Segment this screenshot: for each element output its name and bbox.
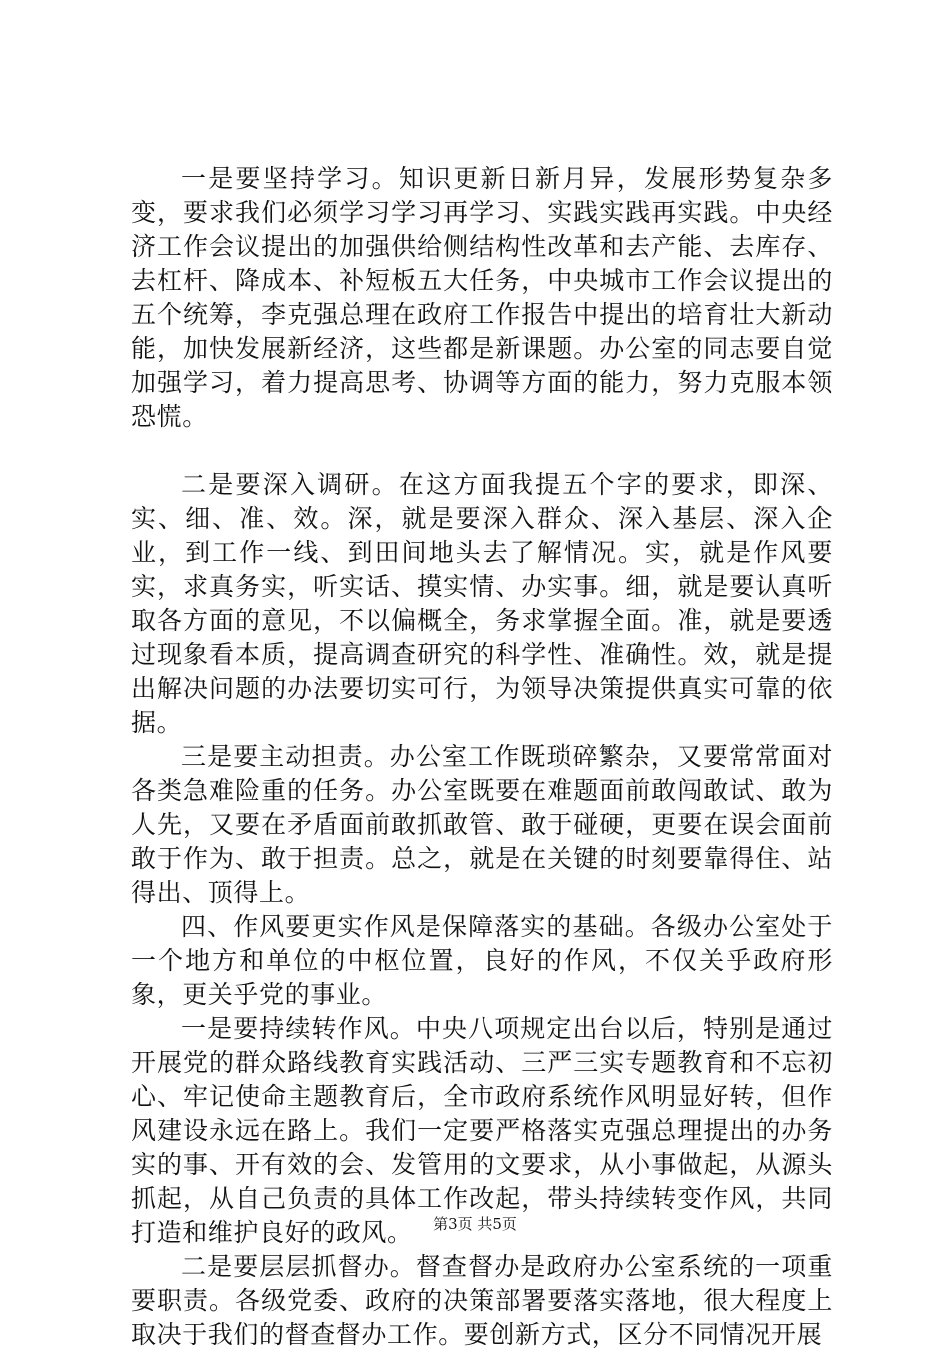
paragraph-gap: [131, 434, 833, 468]
document-body: [131, 162, 833, 1352]
paragraph-in-depth-research: 二是要深入调研。在这方面我提五个字的要求，即深、实、细、准、效。深，就是要深入群众、深入基层、深入企业，到工作一线、到田间地头去了解情况。实，就是作风要实，求真务实，听实话、摸实情、办实事。细，就是要认真听取各方面的意见，不以偏概全，务求掌握全面。准，就是要透过现象看本质，提高调查研究的科学性、准确性。效，就是提出解决问题的办法要切实可行，为领导决策提供真实可靠的依据。: [131, 470, 833, 737]
page-number-footer: 第3页 共5页: [433, 1215, 517, 1233]
paragraph-work-style-heading: 四、作风要更实作风是保障落实的基础。各级办公室处于一个地方和单位的中枢位置，良好的作风，不仅关乎政府形象，更关乎党的事业。: [131, 912, 833, 1009]
paragraph-take-responsibility: 三是要主动担责。办公室工作既琐碎繁杂，又要常常面对各类急难险重的任务。办公室既要在难题面前敢闯敢试、敢为人先，又要在矛盾面前敢抓敢管、敢于碰硬，更要在误会面前敢于作为、敢于担责。总之，就是在关键的时刻要靠得住、站得出、顶得上。: [131, 742, 833, 907]
paragraph-adhere-to-learning: 一是要坚持学习。知识更新日新月异，发展形势复杂多变，要求我们必须学习学习再学习、实践实践再实践。中央经济工作会议提出的加强供给侧结构性改革和去产能、去库存、去杠杆、降成本、补短板五大任务，中央城市工作会议提出的五个统筹，李克强总理在政府工作报告中提出的培育壮大新动能，加快发展新经济，这些都是新课题。办公室的同志要自觉加强学习，着力提高思考、协调等方面的能力，努力克服本领恐慌。: [131, 164, 833, 431]
paragraph-change-work-style: 一是要持续转作风。中央八项规定出台以后，特别是通过开展党的群众路线教育实践活动、三严三实专题教育和不忘初心、牢记使命主题教育后，全市政府系统作风明显好转，但作风建设永远在路上。我们一定要严格落实克强总理提出的办务实的事、开有效的会、发管用的文要求，从小事做起，从源头抓起，从自己负责的具体工作改起，带头持续转变作风，共同打造和维护良好的政风。: [131, 1014, 833, 1247]
paragraph-supervision: 二是要层层抓督办。督查督办是政府办公室系统的一项重要职责。各级党委、政府的决策部署要落实落地，很大程度上取决于我们的督查督办工作。要创新方式，区分不同情况开展: [131, 1252, 833, 1349]
